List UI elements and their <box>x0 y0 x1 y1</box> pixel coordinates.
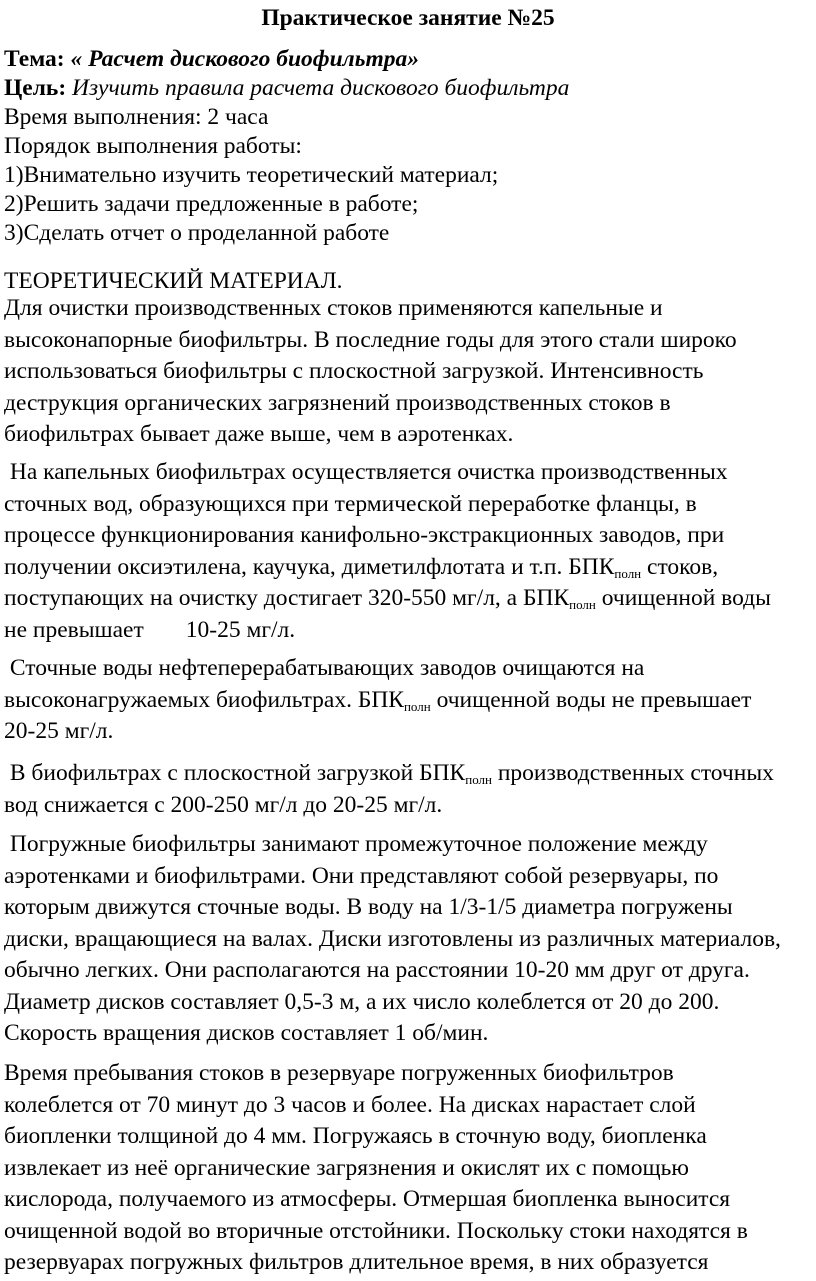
paragraph-line: Для очистки производственных стоков применяются капельные и <box>4 295 663 321</box>
paragraph-line: 20-25 мг/л. <box>4 718 114 744</box>
section-heading: ТЕОРЕТИЧЕСКИЙ МАТЕРИАЛ. <box>4 268 343 294</box>
paragraph-line: получении оксиэтилена, каучука, диметилфлотата и т.п. $БПК_{полн}$ стоков, <box>4 553 719 581</box>
paragraph-line: очищенной водой во вторичные отстойники. Поскольку стоки находятся в <box>4 1217 748 1244</box>
paragraph-line: обычно легких. Они располагаются на расстоянии 10-20 мм друг от друга. <box>4 957 750 983</box>
paragraph-line: не превышает 10-25 мг/л. <box>4 616 296 643</box>
paragraph-line: вод снижается с 200-250 мг/л до 20-25 мг/л. <box>4 791 443 818</box>
paragraph-line: аэротенками и биофильтрами. Они представляют собой резервуары, по <box>4 862 719 889</box>
page-title: Практическое занятие №25 <box>261 5 555 31</box>
paragraph-line: Скорость вращения дисков составляет 1 об/мин. <box>4 1020 489 1046</box>
paragraph-line: биопленки толщиной до 4 мм. Погружаясь в сточную воду, биопленка <box>4 1123 707 1149</box>
topic-label: Тема: <box>4 46 65 72</box>
paragraph-line: сточных вод, образующихся при термической переработке фланцы, в <box>4 490 697 517</box>
paragraph-4 <box>4 758 812 821</box>
paragraph-line: Сточные воды нефтеперерабатывающих заводов очищаются на <box>4 655 645 681</box>
paragraph-line: процессе функционирования канифольно-экстракционных заводов, при <box>4 522 725 548</box>
paragraph-line: резервуарах погружных фильтров длительное время, в них образуется <box>4 1249 709 1275</box>
paragraph-line: биофильтрах бывает даже выше, чем в аэротенках. <box>4 421 514 447</box>
paragraph-line: Время пребывания стоков в резервуаре погруженных биофильтров <box>4 1060 674 1086</box>
order-line: Порядок выполнения работы: <box>4 133 302 159</box>
paragraph-line: В биофильтрах с плоскостной загрузкой $БПК_{полн}$ производственных сточных <box>4 760 774 787</box>
paragraph-line: кислорода, получаемого из атмосферы. Отмершая биопленка выносится <box>4 1186 731 1212</box>
paragraph-line: На капельных биофильтрах осуществляется очистка производственных <box>4 459 728 485</box>
step-item: 2)Решить задачи предложенные в работе; <box>4 191 419 217</box>
paragraph-6 <box>4 1058 812 1279</box>
paragraph-line: которым движутся сточные воды. В воду на 1/3-1/5 диаметра погружены <box>4 894 733 920</box>
paragraph-line: извлекает из неё органические загрязнения и окислят их с помощью <box>4 1154 689 1181</box>
paragraph-2 <box>4 457 812 646</box>
time-line: Время выполнения: 2 часа <box>4 104 269 130</box>
paragraph-line: высоконапорные биофильтры. В последние годы для этого стали широко <box>4 326 737 353</box>
goal-value: Изучить правила расчета дискового биофильтра <box>72 75 570 101</box>
topic-value: « Расчет дискового биофильтра» <box>70 46 420 72</box>
paragraph-line: Диаметр дисков составляет 0,5-3 м, а их число колеблется от 20 до 200. <box>4 988 720 1015</box>
paragraph-line: Погружные биофильтры занимают промежуточное положение между <box>4 831 708 857</box>
paragraph-line: колеблется от 70 минут до 3 часов и более. На дисках нарастает слой <box>4 1091 696 1118</box>
paragraph-line: диски, вращающиеся на валах. Диски изготовлены из различных материалов, <box>4 925 781 952</box>
paragraph-line: деструкция органических загрязнений производственных стоков в <box>4 389 671 416</box>
paragraph-1 <box>4 293 812 451</box>
goal-line <box>4 74 569 103</box>
step-item: 1)Внимательно изучить теоретический материал; <box>4 162 499 188</box>
topic-line <box>4 45 419 74</box>
goal-label: Цель: <box>4 75 67 101</box>
step-item: 3)Сделать отчет о проделанной работе <box>4 220 390 246</box>
paragraph-line: высоконагружаемых биофильтрах. $БПК_{полн}$ очищенной воды не превышает <box>4 686 752 714</box>
paragraph-3 <box>4 653 812 748</box>
paragraph-5 <box>4 829 812 1050</box>
paragraph-line: поступающих на очистку достигает 320-550 мг/л, а $БПК_{полн}$ очищенной воды <box>4 585 771 612</box>
paragraph-line: использоваться биофильтры с плоскостной загрузкой. Интенсивность <box>4 358 704 384</box>
